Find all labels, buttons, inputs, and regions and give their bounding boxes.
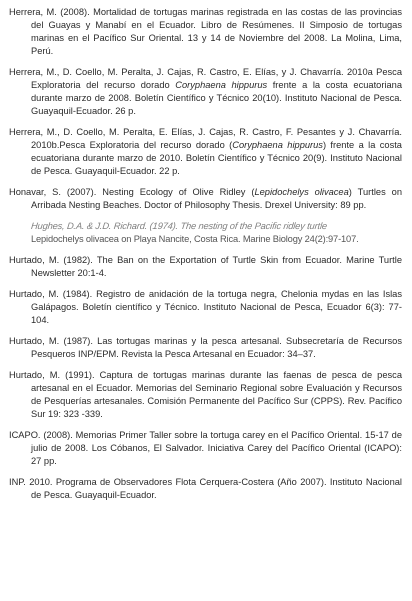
reference-text-after: ) frente a la costa ecuatoriana durante marzo de 2010. Boletín Científico y Técnico 20(9). Instituto Nacional de Pesca. Guayaquil-Ecuador. 22 p. [31,140,402,176]
reference-entry-herrera-2010b [9,126,402,178]
reference-text: Herrera, M. (2008). Mortalidad de tortugas marinas registrada en las costas de las provincias del Guayas y Manabí en el Ecuador. Libro de Resúmenes. II Simposio de tortugas marinas en el Pacífico Sur Oriental. 13 y 14 de Noviembre del 2008. La Molina, Lima, Perú. [9,7,402,56]
reference-entry-hurtado-1984 [9,288,402,327]
species-name: Coryphaena hippurus [175,80,268,90]
species-name: Coryphaena hippurus [232,140,323,150]
reference-text: Hurtado, M. (1987). Las tortugas marinas y la pesca artesanal. Subsecretaría de Recursos Pesqueros INP/EPM. Revista la Pesca Artesanal en Ecuador: 34–37. [9,336,402,359]
species-name: Lepidochelys olivacea [254,187,349,197]
reference-entry-herrera-2010a [9,66,402,118]
reference-text-before: Herrera, M., D. Coello, M. Peralta, J. Cajas, R. Castro, E. Elías, y J. Chavarría. 2010a Pesca Exploratoria del recurso dorado [9,67,402,90]
reference-entry-hughes-1974 [9,220,402,246]
reference-entry-inp-2010 [9,476,402,502]
reference-text: Hurtado, M. (1984). Registro de anidación de la tortuga negra, Chelonia mydas en las Islas Galápagos. Boletín científico y Técnico. Instituto Nacional de Pesca, Ecuador 6(3): 77-104. [9,289,402,325]
reference-text: Hurtado, M. (1991). Captura de tortugas marinas durante las faenas de pesca de pesca artesanal en el Ecuador. Memorias del Seminario Regional sobre Evaluación y Recursos de Pesquerías artesanales. Comisión Permanente del Pacífico Sur (CPPS). Rev. Pacífico Sur 19: 323 -339. [9,370,402,419]
reference-text-after: frente a la costa ecuatoriana durante marzo de 2008. Boletín Científico y Técnico 20(10). Instituto Nacional de Pesca. Guayaquil-Ecuador. 26 p. [31,80,403,116]
reference-text: ICAPO. (2008). Memorias Primer Taller sobre la tortuga carey en el Pacífico Oriental. 15-17 de julio de 2008. Los Cóbanos, El Salvador. Iniciativa Carey del Pacífico Oriental (ICAPO): 27 pp. [9,430,402,466]
reference-entry-herrera-2008 [9,6,402,58]
reference-text-smeared-line: Hughes, D.A. & J.D. Richard. (1974). The nesting of the Pacific ridley turtle [30,221,328,231]
reference-entry-hurtado-1987 [9,335,402,361]
reference-text: Hurtado, M. (1982). The Ban on the Exportation of Turtle Skin from Ecuador. Marine Turtle Newsletter 20:1-4. [9,255,402,278]
reference-text-before: Herrera, M., D. Coello, M. Peralta, E. Elías, J. Cajas, R. Castro, F. Pesantes y J. Chavarría. 2010b.Pesca Exploratoria del recurso dorado ( [9,127,402,150]
reference-entry-hurtado-1982 [9,254,402,280]
reference-text: INP. 2010. Programa de Observadores Flota Cerquera-Costera (Año 2007). Instituto Nacional de Pesca. Guayaquil-Ecuador. [9,477,402,500]
reference-text-rest: Lepidochelys olivacea on Playa Nancite, Costa Rica. Marine Biology 24(2):97-107. [31,234,359,244]
reference-entry-icapo-2008 [9,429,402,468]
reference-text-before: Honavar, S. (2007). Nesting Ecology of Olive Ridley ( [9,187,255,197]
reference-text-after: ) Turtles on Arribada Nesting Beaches. Doctor of Philosophy Thesis. Drexel University: 89 pp. [31,187,402,210]
reference-entry-honavar-2007 [9,186,402,212]
reference-entry-hurtado-1991 [9,369,402,421]
